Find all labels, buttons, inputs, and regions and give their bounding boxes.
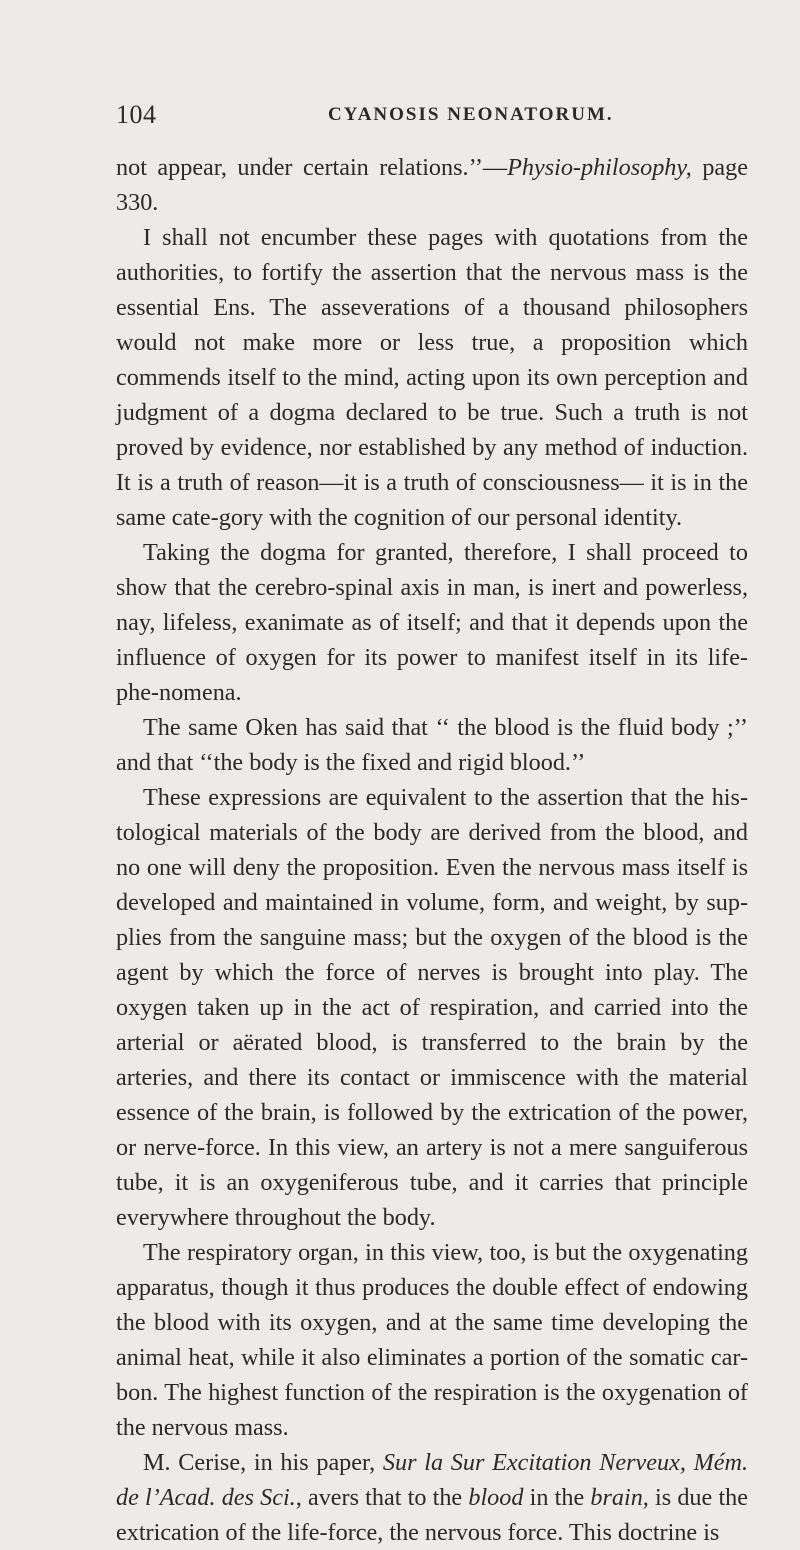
paragraph-2: I shall not encumber these pages with quotations from the authorities, to fortify the assertion that the nervous mass is the essential Ens. The asseverations of a thousand philosophers would not make more or less true, a proposition which commends itself to the mind, acting upon its own perception and judgment of a dogma declared to be true. Such a truth is not proved by evidence, nor established by any method of induction. It is a truth of reason—it is a truth of consciousness— it is in the same cate-gory with the cognition of our personal identity.	[116, 224, 748, 531]
paragraph-6: The respiratory organ, in this view, too, is but the oxygenating apparatus, though it thus produces the double effect of endowing the blood with its oxygen, and at the same time developing the animal heat, while it also eliminates a portion of the somatic car-bon. The highest function of the respiration is the oxygenation of the nervous mass.	[116, 1239, 748, 1441]
running-head	[116, 100, 748, 150]
paragraph-1-text-before: not appear, under certain relations.’’—	[116, 154, 508, 181]
paragraph-7-text-after: is due the extrication of the life-force, the nervous force. This doctrine is	[116, 1484, 748, 1546]
paragraph-1-text-after: page 330.	[116, 154, 748, 216]
paragraph-4: The same Oken has said that ‘‘ the blood is the fluid body ;’’ and that ‘‘the body is the fixed and rigid blood.’’	[116, 714, 748, 776]
paragraph-7-text-middle: avers that to the	[301, 1484, 469, 1511]
paragraph-1	[116, 150, 748, 220]
paragraph-7-text-middle-2: in the	[523, 1484, 591, 1511]
paragraph-7-italic-blood: blood	[468, 1484, 524, 1511]
body-text	[116, 150, 748, 1550]
paragraph-7-text-before: M. Cerise, in his paper,	[143, 1449, 383, 1476]
running-title: CYANOSIS NEONATORUM.	[328, 104, 614, 125]
paragraph-5: These expressions are equivalent to the assertion that the his-tological materials of the body are derived from the blood, and no one will deny the proposition. Even the nervous mass itself is developed and maintained in volume, form, and weight, by sup-plies from the sanguine mass; but the oxygen of the blood is the agent by which the force of nerves is brought into play. The oxygen taken up in the act of respiration, and carried into the arterial or aërated blood, is transferred to the brain by the arteries, and there its contact or immiscence with the material essence of the brain, is followed by the extrication of the power, or nerve-force. In this view, an artery is not a mere sanguiferous tube, it is an oxygeniferous tube, and it carries that principle everywhere throughout the body.	[116, 784, 748, 1231]
paragraph-1-italic: Physio-philosophy,	[507, 154, 692, 181]
paragraph-7-italic-citation: Sur la Sur Excitation Nerveux, Mém. de l’Acad. des Sci.,	[116, 1449, 748, 1511]
paragraph-3: Taking the dogma for granted, therefore, I shall proceed to show that the cerebro-spinal axis in man, is inert and powerless, nay, lifeless, exanimate as of itself; and that it depends upon the influence of oxygen for its power to manifest itself in its life-phe-nomena.	[116, 539, 748, 706]
paragraph-7	[116, 1445, 748, 1550]
page-number: 104	[116, 100, 157, 129]
paragraph-7-italic-brain: brain,	[590, 1484, 649, 1511]
